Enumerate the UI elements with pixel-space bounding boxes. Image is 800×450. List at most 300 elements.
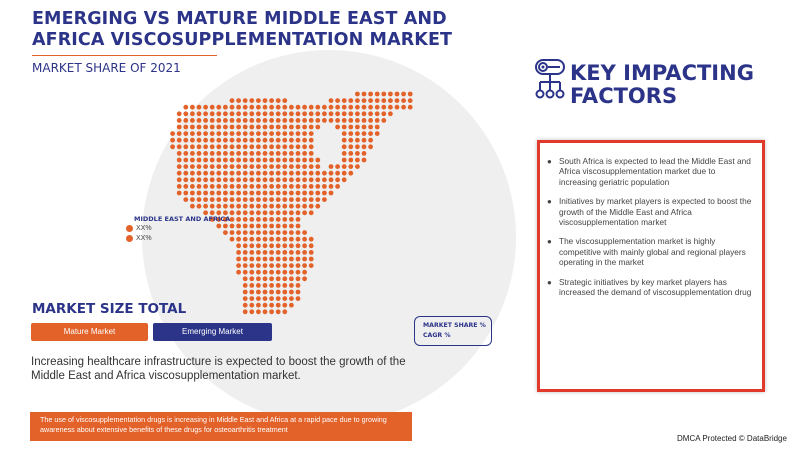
map-dot [230,197,235,202]
map-dot [335,171,340,176]
map-dot [335,125,340,130]
map-dot [236,138,241,143]
map-dot [322,177,327,182]
map-dot [362,138,367,143]
map-dot [243,217,248,222]
map-dot [401,105,406,110]
map-dot [223,164,228,169]
map-dot [309,111,314,116]
map-dot [282,296,287,301]
map-dot [269,296,274,301]
map-dot [183,111,188,116]
bullet-icon: ● [547,237,552,247]
map-dot [223,230,228,235]
map-dot [329,164,334,169]
map-dot [269,197,274,202]
map-dot [243,230,248,235]
map-dot [210,144,215,149]
map-dot [269,144,274,149]
map-dot [375,92,380,97]
map-dot [236,230,241,235]
map-dot [315,177,320,182]
map-dot [190,164,195,169]
map-dot [177,191,182,196]
map-dot [263,270,268,275]
map-dot [210,197,215,202]
map-dot [236,111,241,116]
map-dot [289,144,294,149]
map-dot [197,171,202,176]
map-dot [296,131,301,136]
map-dot [289,270,294,275]
map-dot [355,131,360,136]
map-dot [302,138,307,143]
map-dot [348,125,353,130]
map-dot [289,164,294,169]
map-dot [309,131,314,136]
map-dot [315,191,320,196]
map-dot [302,118,307,123]
map-dot [302,197,307,202]
map-dot [183,151,188,156]
map-dot [302,105,307,110]
map-dot [249,276,254,281]
map-dot [243,138,248,143]
map-dot [368,98,373,103]
map-dot [263,243,268,248]
map-dot [269,204,274,209]
map-dot [190,204,195,209]
map-dot [223,144,228,149]
map-dot [249,270,254,275]
map-dot [177,131,182,136]
map-dot [355,92,360,97]
map-dot [282,177,287,182]
map-dot [381,111,386,116]
map-dot [342,171,347,176]
map-dot [282,191,287,196]
map-dot [395,105,400,110]
map-dot [296,125,301,130]
map-dot [256,270,261,275]
map-dot [302,250,307,255]
map-dot [395,98,400,103]
map-dot [276,270,281,275]
page-title: EMERGING VS MATURE MIDDLE EAST AND AFRICA VISCOSUPPLEMENTATION MARKET [32,9,453,50]
map-dot [230,144,235,149]
map-dot [263,283,268,288]
map-dot [263,296,268,301]
map-dot [230,171,235,176]
map-dot [269,164,274,169]
map-dot [388,111,393,116]
map-dot [296,283,301,288]
map-dot [263,237,268,242]
map-dot [223,138,228,143]
map-dot [302,177,307,182]
map-dot [276,105,281,110]
map-dot [263,224,268,229]
map-dot [236,105,241,110]
map-dot [335,105,340,110]
map-dot [203,164,208,169]
map-dot [230,204,235,209]
map-dot [249,296,254,301]
map-dot [289,283,294,288]
map-dot [243,224,248,229]
map-dot [282,204,287,209]
map-dot [230,217,235,222]
map-dot [375,125,380,130]
map-dot [296,276,301,281]
map-dot [263,303,268,308]
map-dot [282,144,287,149]
map-dot [322,171,327,176]
map-dot [401,98,406,103]
map-dot [335,177,340,182]
map-dot [289,243,294,248]
map-dot [309,191,314,196]
map-dot [183,158,188,163]
map-dot [230,105,235,110]
map-dot [170,144,175,149]
map-dot [230,184,235,189]
map-dot [263,250,268,255]
map-dot [263,105,268,110]
map-dot [362,125,367,130]
map-dot [256,151,261,156]
map-legend-item [126,235,152,242]
map-dot [276,184,281,189]
map-dot [210,184,215,189]
map-dot [309,158,314,163]
map-dot [289,151,294,156]
map-dot [289,191,294,196]
map-dot [296,138,301,143]
map-dot [256,224,261,229]
map-dot [249,290,254,295]
map-dot [177,138,182,143]
map-dot [269,177,274,182]
map-dot [362,151,367,156]
map-dot [210,118,215,123]
map-dot [183,125,188,130]
map-dot [276,151,281,156]
map-dot [230,164,235,169]
map-dot [197,131,202,136]
map-dot [276,158,281,163]
map-dot [355,125,360,130]
map-dot [362,111,367,116]
map-dot [183,184,188,189]
map-dot [296,257,301,262]
map-dot [249,118,254,123]
map-dot [289,204,294,209]
map-dot [315,158,320,163]
map-dot [269,184,274,189]
map-dot [249,250,254,255]
map-dot [236,158,241,163]
map-dot [282,197,287,202]
map-dot [276,237,281,242]
map-dot [269,138,274,143]
map-dot [368,144,373,149]
map-dot [243,250,248,255]
map-dot [309,105,314,110]
map-dot [355,164,360,169]
map-dot [243,191,248,196]
map-dot [342,98,347,103]
map-dot [282,131,287,136]
map-dot [190,197,195,202]
map-dot [230,191,235,196]
map-dot [289,230,294,235]
map-dot [302,125,307,130]
map-dot [315,184,320,189]
map-dot [230,230,235,235]
map-dot [236,237,241,242]
map-dot [243,290,248,295]
map-dot [329,191,334,196]
map-dot [263,171,268,176]
map-dot [302,276,307,281]
list-item: ● The viscosupplementation market is highly competitive with mainly global and regional players operating in the market [547,236,746,268]
legend-value: XX% [136,235,152,242]
map-dot [183,197,188,202]
map-dot [381,92,386,97]
map-dot [296,296,301,301]
map-dot [263,290,268,295]
market-share-label: MARKET SHARE % [423,322,486,329]
map-dot [243,177,248,182]
map-dot [197,144,202,149]
map-dot [203,177,208,182]
map-dot [368,92,373,97]
map-dot [263,158,268,163]
map-dot [269,151,274,156]
map-dot [309,171,314,176]
map-dot [289,224,294,229]
map-dot [263,111,268,116]
map-dot [243,303,248,308]
map-dot [375,105,380,110]
map-dot [183,191,188,196]
map-dot [170,131,175,136]
map-dot [216,131,221,136]
map-dot [249,98,254,103]
map-dot [375,111,380,116]
map-dot [282,217,287,222]
map-dot [362,144,367,149]
map-dot [243,243,248,248]
map-dot [315,204,320,209]
map-dot [249,217,254,222]
map-dot [177,118,182,123]
legend-swatch-icon [126,225,133,232]
map-dot [296,270,301,275]
map-dot [256,210,261,215]
map-dot [263,257,268,262]
map-dot [276,263,281,268]
map-dot [375,118,380,123]
map-dot [203,184,208,189]
map-dot [282,243,287,248]
map-dot [256,125,261,130]
map-dot [342,144,347,149]
map-dot [296,230,301,235]
map-dot [302,210,307,215]
map-dot [269,243,274,248]
map-dot [223,131,228,136]
map-dot [302,243,307,248]
map-dot [210,105,215,110]
map-dot [249,204,254,209]
map-dot [236,125,241,130]
map-dot [296,164,301,169]
map-dot [216,118,221,123]
map-dot [329,171,334,176]
map-dot [296,210,301,215]
map-dot [249,283,254,288]
market-size-title: MARKET SIZE TOTAL [32,301,187,317]
map-dot [177,164,182,169]
map-dot [249,303,254,308]
map-dot [315,197,320,202]
map-dot [302,164,307,169]
map-dot [309,138,314,143]
map-dot [256,283,261,288]
map-dot [296,184,301,189]
map-dot [302,111,307,116]
map-dot [269,250,274,255]
map-dot [269,210,274,215]
map-dot [210,171,215,176]
map-dot [236,177,241,182]
map-dot [216,204,221,209]
map-dot [388,105,393,110]
map-dot [269,303,274,308]
market-description: Increasing healthcare infrastructure is expected to boost the growth of the Middle East and Africa viscosupplementation market. [31,356,406,382]
map-dot [243,158,248,163]
map-dot [329,184,334,189]
map-dot [256,191,261,196]
map-dot [263,210,268,215]
map-dot [243,111,248,116]
map-dot [183,105,188,110]
map-dot [296,243,301,248]
map-dot [243,105,248,110]
map-dot [203,171,208,176]
map-dot [263,204,268,209]
map-dot [342,158,347,163]
map-dot [236,171,241,176]
map-dot [263,177,268,182]
map-dot [236,184,241,189]
map-dot [408,98,413,103]
map-dot [309,263,314,268]
map-dot [348,144,353,149]
map-dot [335,98,340,103]
dmca-notice: DMCA Protected © DataBridge [677,434,787,443]
map-dot [249,263,254,268]
map-dot [183,144,188,149]
map-dot [236,164,241,169]
map-dot [256,243,261,248]
map-dot [230,237,235,242]
map-dot [342,125,347,130]
map-dot [289,303,294,308]
map-dot [230,98,235,103]
map-dot [203,111,208,116]
map-dot [329,118,334,123]
map-dot [309,164,314,169]
map-dot [269,309,274,314]
map-dot [223,224,228,229]
map-dot [236,144,241,149]
emerging-market-button[interactable]: Emerging Market [153,323,272,341]
list-item: ● Strategic initiatives by key market players has increased the demand of viscosupplementation drug [547,276,752,298]
map-dot [243,263,248,268]
map-dot [289,250,294,255]
map-dot [256,111,261,116]
map-dot [282,257,287,262]
map-dot [263,138,268,143]
map-dot [302,151,307,156]
map-dot [276,230,281,235]
map-dot [243,197,248,202]
map-dot [269,270,274,275]
map-dot [362,158,367,163]
map-dot [216,144,221,149]
map-dot [289,105,294,110]
map-dot [216,191,221,196]
map-dot [276,111,281,116]
map-dot [269,224,274,229]
map-dot [263,125,268,130]
map-dot [348,98,353,103]
map-dot [276,138,281,143]
map-dot [276,303,281,308]
map-dot [309,118,314,123]
map-dot [309,210,314,215]
map-dot [223,204,228,209]
map-dot [329,98,334,103]
map-dot [348,158,353,163]
map-dot [381,118,386,123]
map-dot [296,250,301,255]
map-dot [236,263,241,268]
map-dot [342,151,347,156]
map-dot [256,263,261,268]
map-dot [223,111,228,116]
map-dot [296,171,301,176]
map-dot [289,118,294,123]
map-dot [348,138,353,143]
map-dot [243,257,248,262]
map-dot [236,257,241,262]
map-dot [282,184,287,189]
map-dot [243,204,248,209]
map-dot [223,105,228,110]
map-dot [249,257,254,262]
legend-value: XX% [136,225,152,232]
map-dot [302,171,307,176]
mature-market-button[interactable]: Mature Market [31,323,148,341]
map-dot [197,204,202,209]
map-legend-item [126,225,152,232]
map-dot [249,125,254,130]
map-dot [302,263,307,268]
